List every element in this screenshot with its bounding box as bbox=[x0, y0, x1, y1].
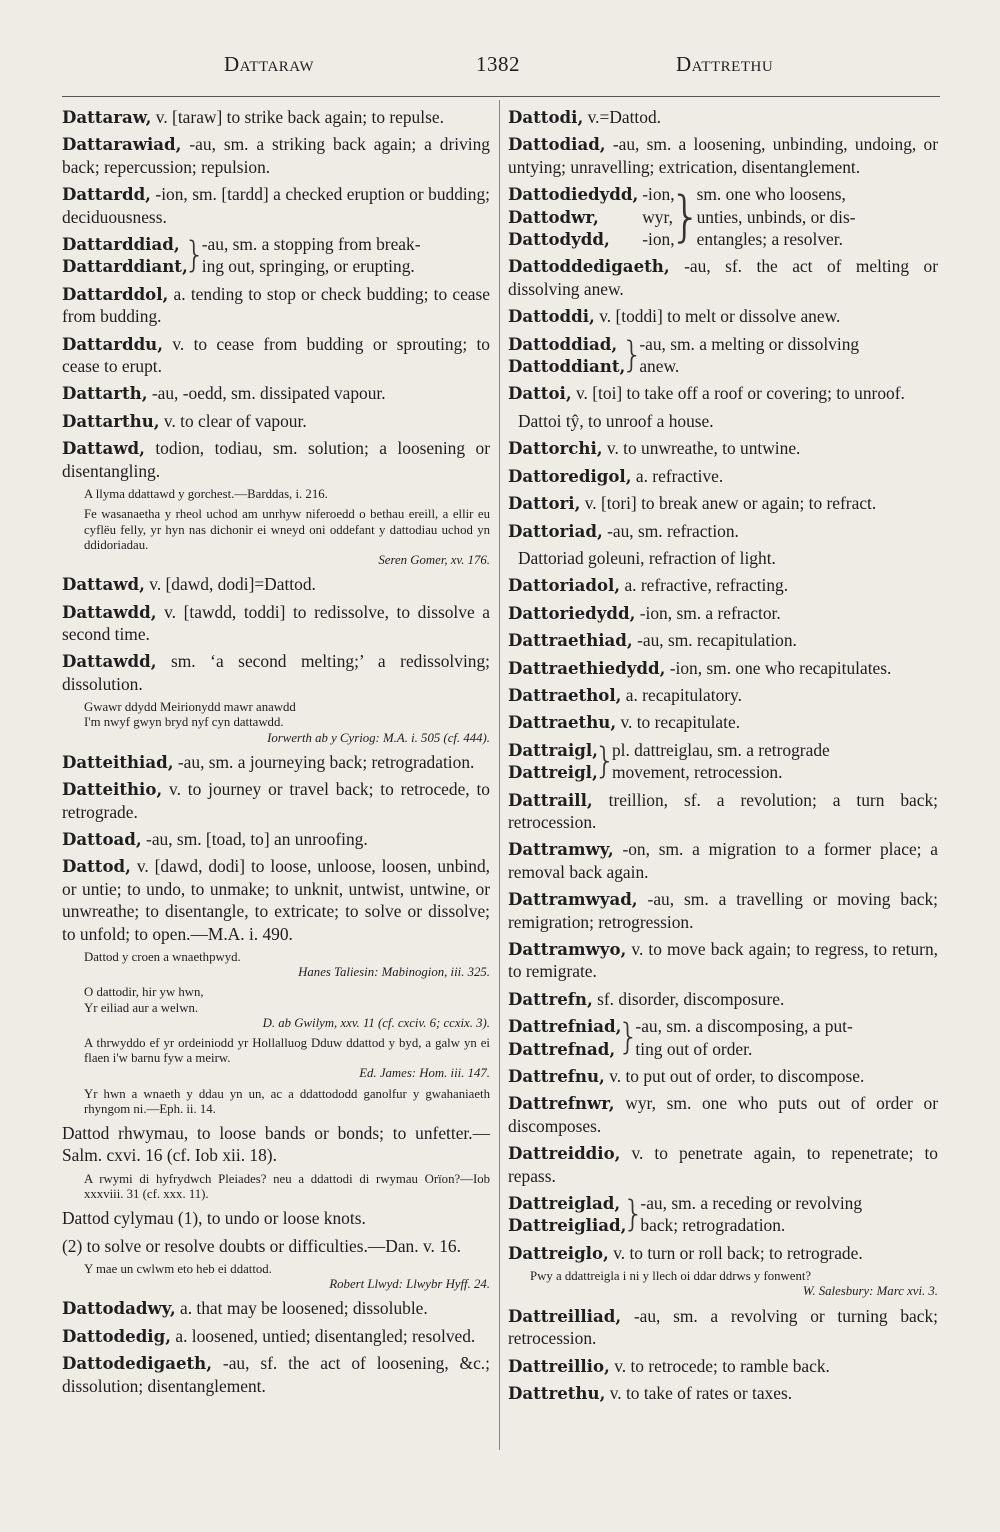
definition: v. to retrocede; to ramble back. bbox=[614, 1355, 830, 1376]
definition: -au, sm. a loosening, unbinding, undoing, or untying; unravelling; extrication, disentanglement. bbox=[508, 134, 938, 177]
entry bbox=[508, 465, 938, 487]
entry bbox=[508, 711, 938, 733]
entry bbox=[508, 888, 938, 933]
definition: wyr, sm. one who puts out of order or discomposes. bbox=[508, 1093, 938, 1136]
headword: Dattarawiad, bbox=[62, 134, 182, 155]
headword: Dattodedigaeth, bbox=[62, 1353, 213, 1374]
definition: a. tending to stop or check budding; to cease from budding. bbox=[62, 283, 490, 327]
definition: sf. disorder, discomposure. bbox=[597, 988, 785, 1009]
headword: Dattodedig, bbox=[62, 1325, 171, 1346]
entry bbox=[508, 1065, 938, 1087]
headword: Dattaraw, bbox=[62, 107, 152, 127]
headword: Dattoriadol, bbox=[508, 575, 621, 596]
headword: Dattod, bbox=[62, 856, 131, 877]
entry bbox=[508, 106, 938, 128]
entry bbox=[508, 629, 938, 651]
headword: Dattreiglad, bbox=[508, 1193, 621, 1214]
headword: Dattoriad, bbox=[508, 520, 603, 541]
headword: Dattrefnwr, bbox=[508, 1093, 615, 1114]
citation: Pwy a ddattreigla i ni y llech oi ddar ddrws y fonwent? W. Salesbury: Marc xvi. 3. bbox=[530, 1269, 938, 1299]
entry bbox=[508, 305, 938, 327]
entry bbox=[62, 1352, 490, 1397]
entry bbox=[508, 255, 938, 300]
entry bbox=[62, 828, 490, 850]
entry bbox=[508, 133, 938, 178]
sub-entry: Dattod rhwymau, to loose bands or bonds; to unfetter.—Salm. cxvi. 16 (cf. Iob xii. 18). bbox=[62, 1123, 490, 1166]
column-divider bbox=[499, 100, 500, 1450]
entry bbox=[508, 520, 938, 542]
definition: -au, sm. refraction. bbox=[607, 520, 739, 541]
entry bbox=[62, 410, 490, 432]
headword: Dattraethiedydd, bbox=[508, 657, 666, 678]
entry bbox=[508, 684, 938, 706]
header-right-guideword: Dattrethu bbox=[676, 52, 774, 76]
headword: Dattramwyad, bbox=[508, 889, 638, 910]
definition: -au, sm. a stopping from break- bbox=[201, 234, 421, 255]
headword: Dattarddiant, bbox=[62, 256, 188, 277]
headword: Dattarth, bbox=[62, 383, 148, 404]
definition: v. to turn or roll back; to retrograde. bbox=[613, 1242, 863, 1263]
definition: -au, sm. a travelling or moving back; remigration; retrogression. bbox=[508, 889, 938, 932]
definition: a. refractive. bbox=[635, 465, 724, 486]
definition: -on, sm. a migration to a former place; a removal back again. bbox=[508, 839, 938, 882]
definition: v.=Dattod. bbox=[587, 107, 661, 127]
headword: Dattarddol, bbox=[62, 283, 169, 304]
headword: Dattoddiad, bbox=[508, 333, 618, 354]
headword: Dattodi, bbox=[508, 107, 584, 127]
headword: Dattawdd, bbox=[62, 601, 157, 622]
headword: Dattreiglo, bbox=[508, 1242, 609, 1263]
entry bbox=[62, 1325, 490, 1347]
definition: v. to take of rates or taxes. bbox=[609, 1382, 793, 1403]
headword: Dattarddiad, bbox=[62, 234, 180, 255]
headword: Dattraigl, bbox=[508, 739, 598, 760]
definition: -ion, sm. a refractor. bbox=[639, 602, 781, 623]
entry bbox=[508, 437, 938, 459]
brace-glyph: } bbox=[617, 1016, 640, 1059]
headword: Dattrethu, bbox=[508, 1382, 606, 1403]
definition: -au, sf. the act of melting or dissolving anew. bbox=[508, 256, 938, 299]
headword: Dattodadwy, bbox=[62, 1298, 176, 1319]
sub-entry: Dattod cylymau (1), to undo or loose knots. bbox=[62, 1208, 366, 1229]
headword: Dattrefnad, bbox=[508, 1038, 616, 1059]
definition: -ion, sm. [tardd] a checked eruption or budding; deciduousness. bbox=[62, 184, 490, 227]
sub-entry: (2) to solve or resolve doubts or difficulties.—Dan. v. 16. bbox=[62, 1235, 461, 1256]
headword: Dattreigliad, bbox=[508, 1215, 627, 1236]
definition: v. [tori] to break anew or again; to refract. bbox=[584, 493, 877, 514]
entry bbox=[508, 1242, 938, 1264]
definition: -au, sm. [toad, to] an unroofing. bbox=[146, 828, 368, 849]
headword: Dattodwr, bbox=[508, 206, 599, 227]
definition: v. [taraw] to strike back again; to repulse. bbox=[155, 107, 444, 127]
entry bbox=[508, 1382, 938, 1404]
headword: Dattoi, bbox=[508, 383, 572, 404]
definition: v. [tawdd, toddi] to redissolve, to dissolve a second time. bbox=[62, 601, 490, 644]
entry bbox=[62, 333, 490, 378]
citation: Dattod y croen a wnaethpwyd. Hanes Taliesin: Mabinogion, iii. 325. bbox=[84, 950, 490, 980]
headword: Dattraethol, bbox=[508, 684, 622, 705]
sub-entry: Dattoriad goleuni, refraction of light. bbox=[518, 547, 776, 568]
headword: Dattoredigol, bbox=[508, 465, 632, 486]
definition: v. to recapitulate. bbox=[620, 712, 741, 733]
headword: Dattraethu, bbox=[508, 712, 617, 733]
headword: Dattawd, bbox=[62, 574, 145, 595]
definition: sm. ‘a second melting;’ a redissolving; dissolution. bbox=[62, 651, 490, 694]
page-number: 1382 bbox=[476, 52, 520, 76]
entry-group: Dattraigl, Dattreigl, } pl. dattreiglau, sm. a retrograde movement, retrocession. bbox=[508, 739, 938, 784]
definition: v. [dawd, dodi]=Dattod. bbox=[149, 574, 316, 595]
definition: -ion, sm. one who recapitulates. bbox=[669, 657, 892, 678]
definition: -au, sm. a journeying back; retrogradation. bbox=[177, 751, 475, 772]
entry bbox=[508, 382, 938, 404]
headword: Dattori, bbox=[508, 493, 581, 514]
definition: v. to cease from budding or sprouting; to cease to erupt. bbox=[62, 333, 490, 377]
entry bbox=[62, 1297, 490, 1319]
entry bbox=[62, 133, 490, 178]
definition: v. [dawd, dodi] to loose, unloose, loosen, unbind, or untie; to undo, to unmake; to unknit, untwist, untwine, or unwreathe; to disentangle, to extricate; to solve or dissolve; to unfold; to open.—M.A. i. 490. bbox=[62, 856, 490, 944]
entry-group: Dattodiedydd, Dattodwr, Dattodydd, -ion, wyr, -ion, } sm. one who loosens, unties, unbinds, or dis- entangles; a resolver. bbox=[508, 183, 938, 250]
definition: -au, sm. recapitulation. bbox=[637, 630, 797, 651]
headword: Dattraill, bbox=[508, 789, 593, 810]
headword: Dattarthu, bbox=[62, 410, 160, 431]
entry bbox=[508, 1142, 938, 1187]
running-header bbox=[62, 52, 940, 88]
definition: todion, todiau, sm. solution; a loosening or disentangling. bbox=[62, 438, 490, 481]
definition: v. to penetrate again, to repenetrate; to repass. bbox=[508, 1143, 938, 1186]
definition: a. refractive, refracting. bbox=[624, 575, 789, 596]
headword: Dattrefniad, bbox=[508, 1016, 622, 1037]
definition: a. that may be loosened; dissoluble. bbox=[179, 1298, 428, 1319]
citation: A rwymi di hyfrydwch Pleiades? neu a ddattodi di rwymau Orïon?—Iob xxxviii. 31 (cf. xxx. 11). bbox=[84, 1171, 490, 1202]
definition: v. to unwreathe, to untwine. bbox=[606, 438, 801, 459]
entry bbox=[62, 751, 490, 773]
citation: Yr hwn a wnaeth y ddau yn un, ac a ddattododd ganolfur y gwahaniaeth rhyngom ni.—Eph. ii. 14. bbox=[84, 1086, 490, 1116]
entry bbox=[508, 1092, 938, 1137]
definition: v. [toi] to take off a roof or covering; to unroof. bbox=[575, 383, 905, 404]
headword: Dattoad, bbox=[62, 828, 142, 849]
citation: A llyma ddattawd y gorchest.—Barddas, i. 216. bbox=[84, 487, 328, 502]
left-column bbox=[62, 106, 490, 1402]
headword: Dattawdd, bbox=[62, 651, 157, 672]
entry bbox=[508, 574, 938, 596]
header-left-guideword: Dattaraw bbox=[224, 52, 315, 76]
headword: Dattreilliad, bbox=[508, 1305, 622, 1326]
entry-group bbox=[62, 233, 490, 278]
right-column bbox=[508, 106, 938, 1409]
headword: Dattoriedydd, bbox=[508, 602, 636, 623]
entry-group: Dattoddiad, Dattoddiant, } -au, sm. a melting or dissolving anew. bbox=[508, 333, 938, 378]
entry bbox=[62, 601, 490, 646]
brace-glyph: } bbox=[183, 234, 206, 277]
sub-entry: Dattoi tŷ, to unroof a house. bbox=[518, 410, 714, 431]
entry-group: Dattrefniad, Dattrefnad, } -au, sm. a discomposing, a put- ting out of order. bbox=[508, 1015, 938, 1060]
headword: Dattrefnu, bbox=[508, 1066, 605, 1087]
headword: Dattoddi, bbox=[508, 306, 595, 327]
definition: a. recapitulatory. bbox=[625, 684, 742, 705]
headword: Dattoddiant, bbox=[508, 356, 626, 377]
definition: -au, -oedd, sm. dissipated vapour. bbox=[151, 383, 386, 404]
entry bbox=[508, 988, 938, 1010]
definition: -au, sm. a striking back again; a driving back; repercussion; repulsion. bbox=[62, 134, 490, 177]
entry bbox=[62, 855, 490, 945]
entry-group: Dattreiglad, Dattreigliad, } -au, sm. a receding or revolving back; retrogradation. bbox=[508, 1192, 938, 1237]
citation: Fe wasanaetha y rheol uchod am unrhyw niferoedd o bethau ereill, a ellir eu cyflëu felly, yr hyn nas dichonir ei wneyd oni oddefant y dattodiau uchod yn ddidoriadau. Seren Gomer, xv. 176. bbox=[84, 507, 490, 567]
headword: Dattrefn, bbox=[508, 988, 593, 1009]
entry bbox=[508, 938, 938, 983]
entry bbox=[508, 1305, 938, 1350]
brace-glyph: } bbox=[594, 740, 616, 783]
brace-glyph: } bbox=[669, 185, 703, 249]
entry bbox=[62, 573, 490, 595]
headword: Dattodiad, bbox=[508, 134, 606, 155]
definition: v. to clear of vapour. bbox=[163, 410, 307, 431]
citation: O dattodir, hir yw hwn, Yr eiliad aur a welwn. D. ab Gwilym, xxv. 11 (cf. cxciv. 6; ccxix. 3). bbox=[84, 985, 490, 1030]
headword: Dattarddu, bbox=[62, 333, 164, 354]
headword: Datteithiad, bbox=[62, 751, 174, 772]
definition: v. [toddi] to melt or dissolve anew. bbox=[599, 306, 841, 327]
entry bbox=[508, 838, 938, 883]
definition: -au, sm. a revolving or turning back; retrocession. bbox=[508, 1305, 938, 1349]
entry bbox=[62, 382, 490, 404]
definition: ing out, springing, or erupting. bbox=[201, 256, 415, 277]
entry bbox=[62, 183, 490, 228]
definition: a. loosened, untied; disentangled; resolved. bbox=[175, 1325, 476, 1346]
headword: Dattardd, bbox=[62, 184, 151, 205]
headword: Dattramwyo, bbox=[508, 939, 627, 959]
entry bbox=[508, 657, 938, 679]
brace-glyph: } bbox=[621, 334, 644, 377]
headword: Dattawd, bbox=[62, 438, 145, 459]
definition: v. to journey or travel back; to retrocede, to retrograde. bbox=[62, 779, 490, 822]
definition: -au, sf. the act of loosening, &c.; dissolution; disentanglement. bbox=[62, 1353, 490, 1396]
headword: Dattreillio, bbox=[508, 1355, 610, 1376]
headword: Dattoddedigaeth, bbox=[508, 256, 670, 277]
definition: v. to put out of order, to discompose. bbox=[609, 1066, 865, 1087]
definition: treillion, sf. a revolution; a turn back; retrocession. bbox=[508, 789, 938, 832]
headword: Dattraethiad, bbox=[508, 630, 633, 651]
entry bbox=[508, 492, 938, 514]
headword: Dattramwy, bbox=[508, 839, 614, 860]
headword: Dattodydd, bbox=[508, 229, 610, 250]
entry bbox=[508, 1355, 938, 1377]
entry bbox=[62, 437, 490, 482]
entry bbox=[62, 778, 490, 823]
headword: Dattreiddio, bbox=[508, 1143, 621, 1164]
headword: Dattreigl, bbox=[508, 762, 598, 783]
entry bbox=[62, 650, 490, 695]
citation: Gwawr ddydd Meirionydd mawr anawdd I'm nwyf gwyn bryd nyf cyn dattawdd. Iorwerth ab y Cyriog: M.A. i. 505 (cf. 444). bbox=[84, 700, 490, 745]
entry bbox=[62, 106, 490, 128]
entry bbox=[62, 283, 490, 328]
definition: v. to move back again; to regress, to return, to remigrate. bbox=[508, 939, 938, 982]
brace-glyph: } bbox=[622, 1193, 645, 1236]
headword: Dattorchi, bbox=[508, 438, 603, 459]
citation: Y mae un cwlwm eto heb ei ddattod. Robert Llwyd: Llwybr Hyff. 24. bbox=[84, 1262, 490, 1292]
citation: A thrwyddo ef yr ordeiniodd yr Hollalluog Dduw ddattod y byd, a galw yn ei flaen i'w barnu fyw a meirw. Ed. James: Hom. iii. 147. bbox=[84, 1036, 490, 1081]
headword: Dattodiedydd, bbox=[508, 184, 639, 205]
entry bbox=[508, 789, 938, 834]
entry bbox=[508, 602, 938, 624]
header-rule bbox=[62, 96, 940, 97]
headword: Datteithio, bbox=[62, 779, 163, 800]
